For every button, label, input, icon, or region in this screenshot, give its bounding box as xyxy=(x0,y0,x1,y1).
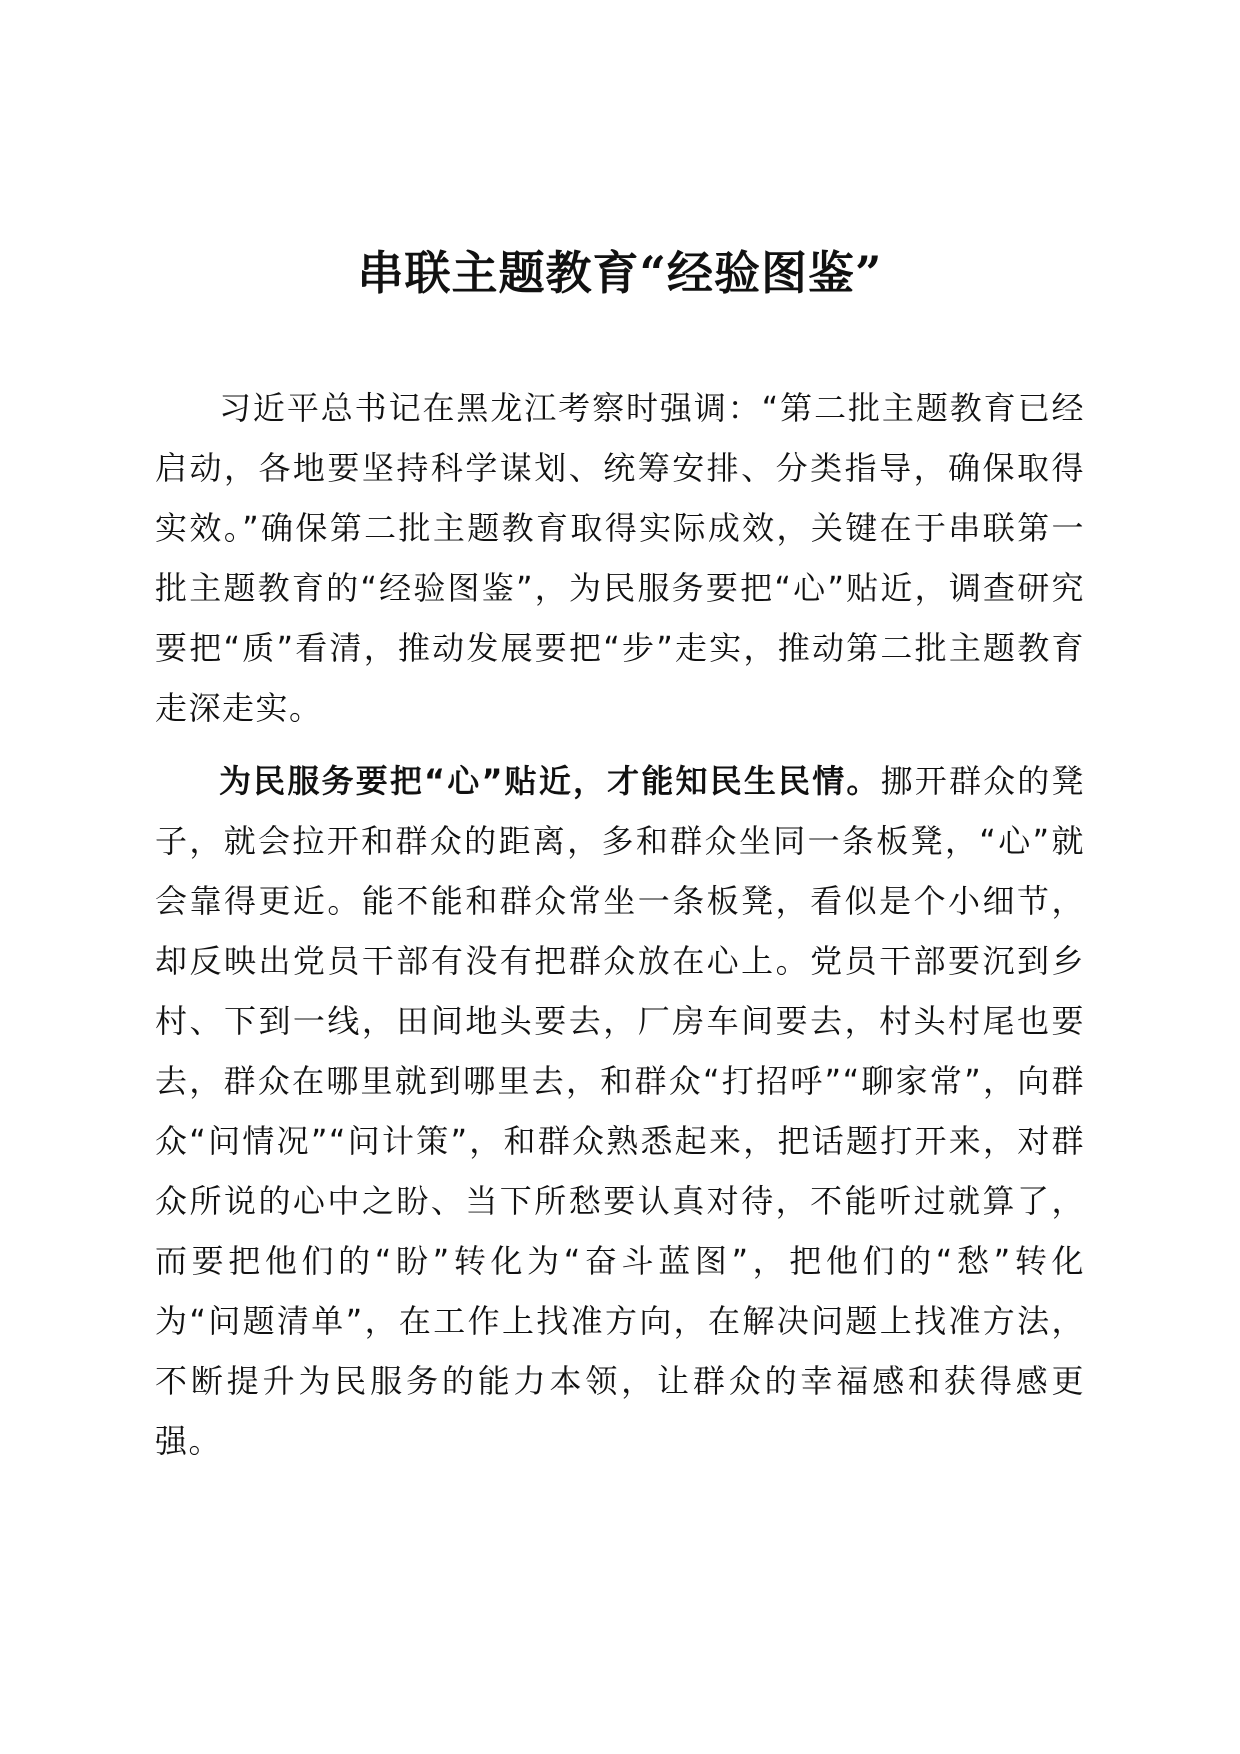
document-title: 串联主题教育“经验图鉴” xyxy=(357,246,883,300)
paragraph-lead: 为民服务要把“心”贴近，才能知民生民情。 xyxy=(219,762,881,800)
document-body xyxy=(155,378,1085,1484)
paragraph-text: 挪开群众的凳子，就会拉开和群众的距离，多和群众坐同一条板凳，“心”就会靠得更近。能不能和群众常坐一条板凳，看似是个小细节，却反映出党员干部有没有把群众放在心上。党员干部要沉到乡村、下到一线，田间地头要去，厂房车间要去，村头村尾也要去，群众在哪里就到哪里去，和群众“打招呼”“聊家常”，向群众“问情况”“问计策”，和群众熟悉起来，把话题打开来，对群众所说的心中之盼、当下所愁要认真对待，不能听过就算了，而要把他们的“盼”转化为“奋斗蓝图”，把他们的“愁”转化为“问题清单”，在工作上找准方向，在解决问题上找准方法，不断提升为民服务的能力本领，让群众的幸福感和获得感更强。 xyxy=(155,762,1085,1460)
paragraph-service xyxy=(155,751,1085,1471)
paragraph-intro xyxy=(155,378,1085,738)
paragraph-text: 习近平总书记在黑龙江考察时强调：“第二批主题教育已经启动，各地要坚持科学谋划、统筹安排、分类指导，确保取得实效。”确保第二批主题教育取得实际成效，关键在于串联第一批主题教育的“经验图鉴”，为民服务要把“心”贴近，调查研究要把“质”看清，推动发展要把“步”走实，推动第二批主题教育走深走实。 xyxy=(155,389,1085,727)
